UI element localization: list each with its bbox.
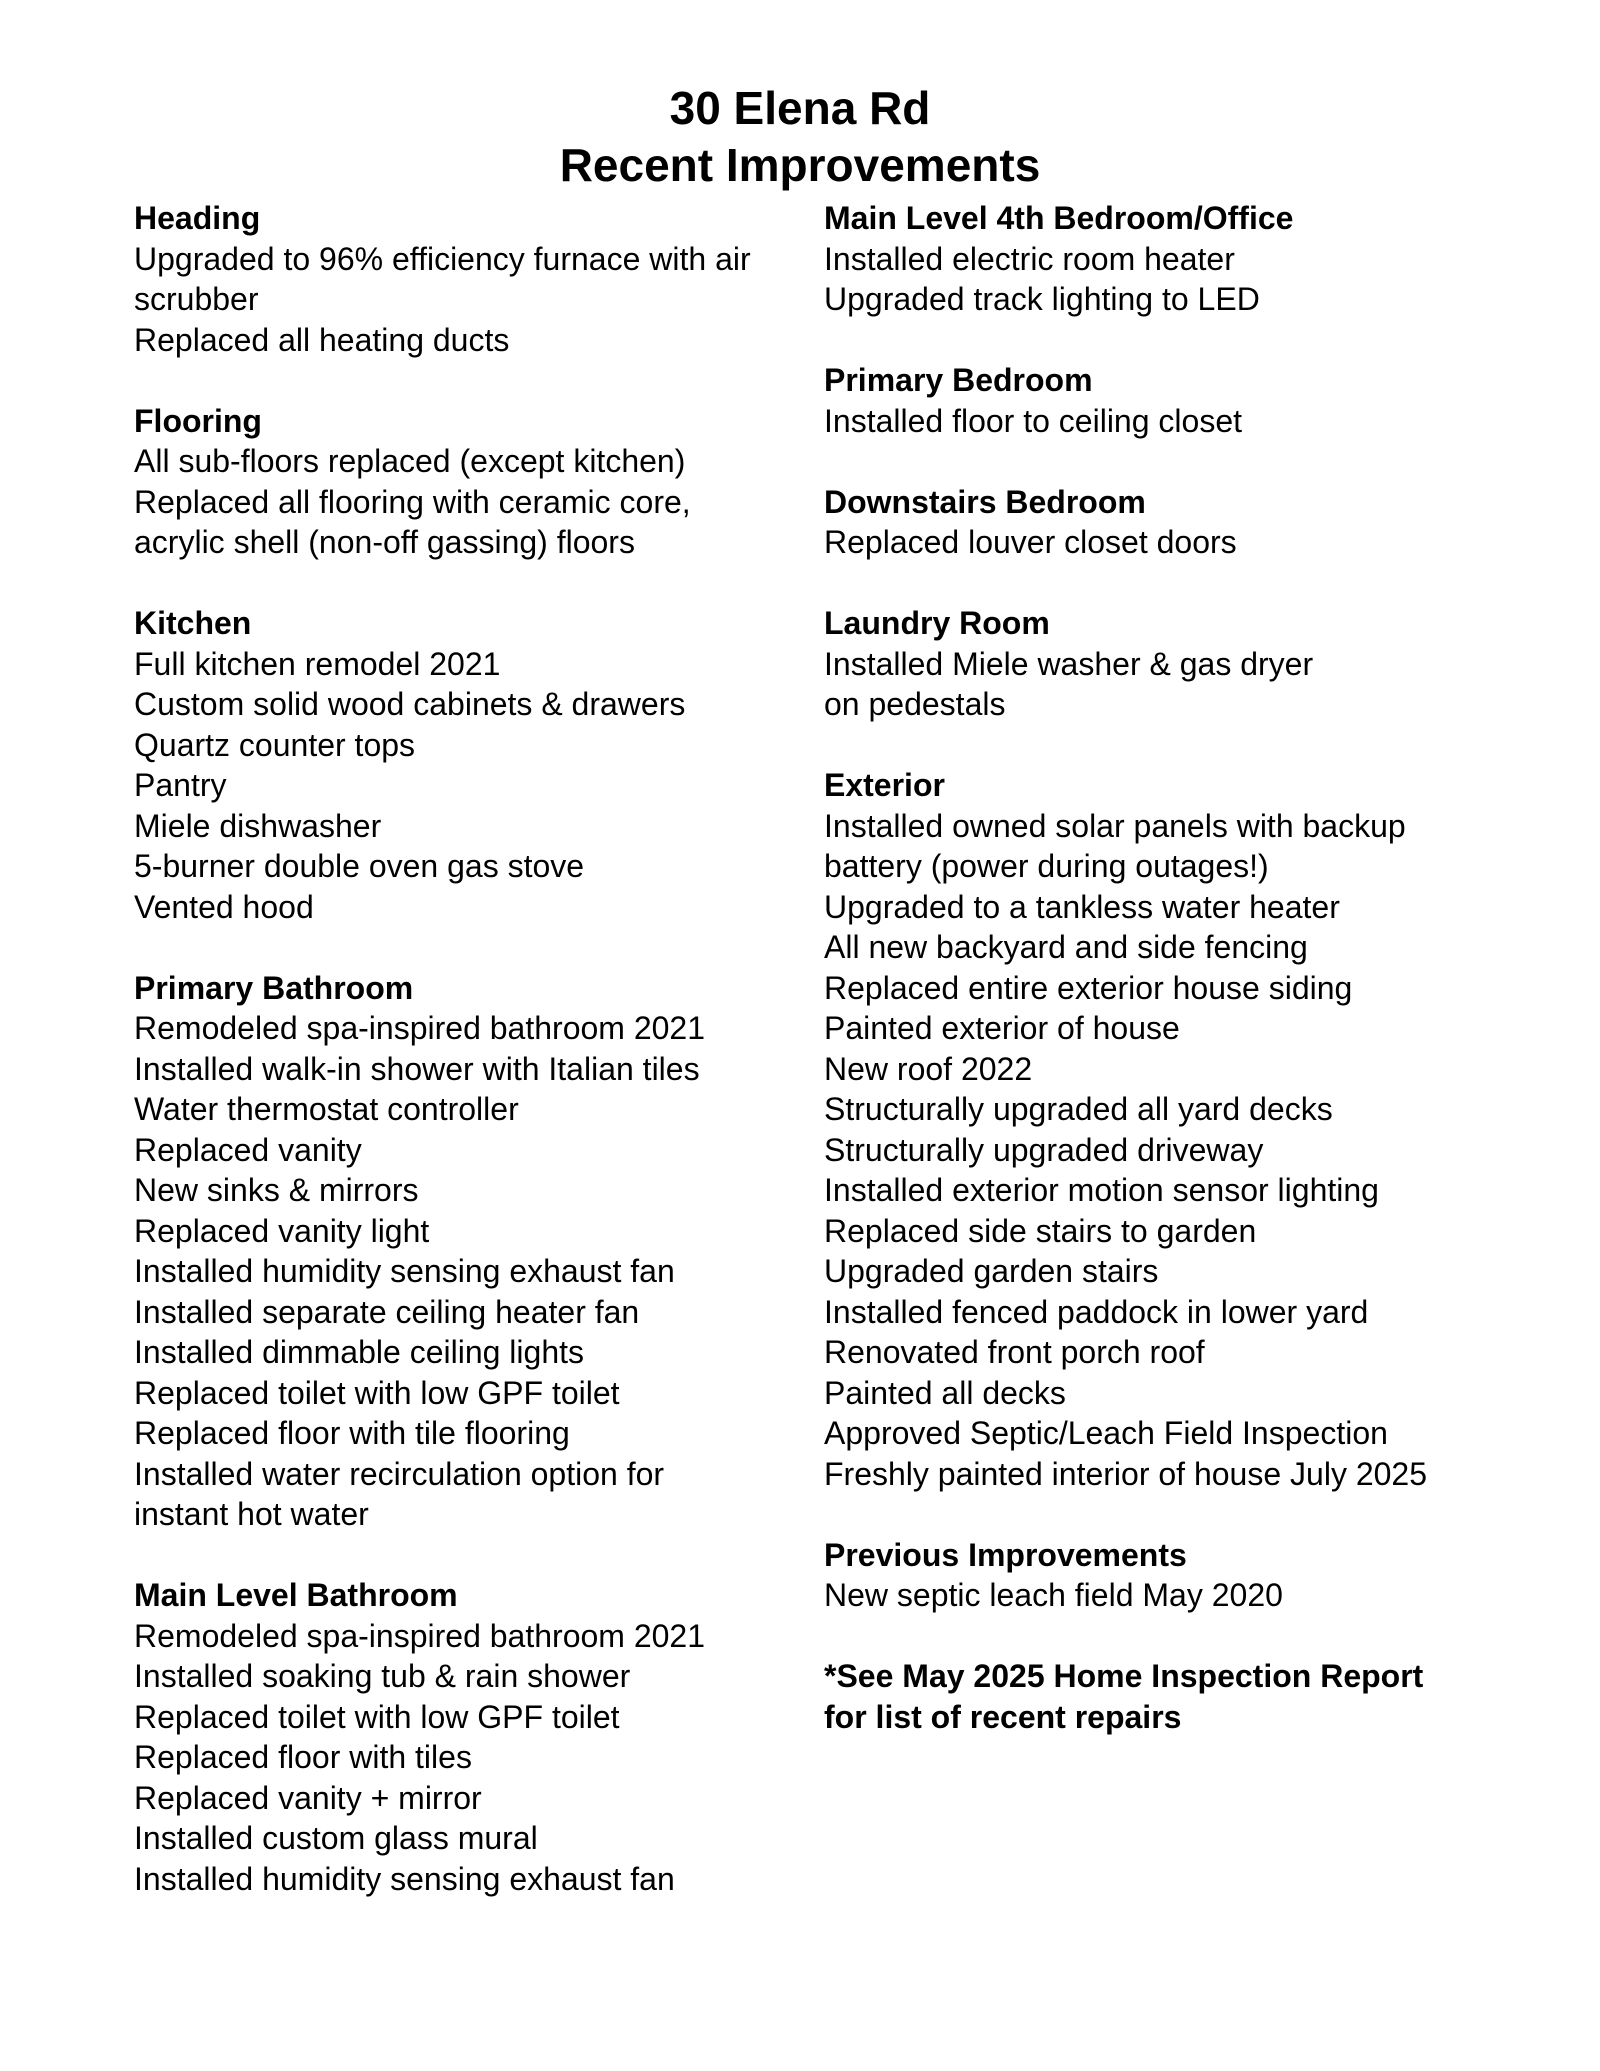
section-heading: Primary Bedroom: [824, 362, 1093, 398]
section-heading: Primary Bathroom: [134, 969, 414, 1006]
improvement-item: Custom solid wood cabinets & drawers: [134, 686, 686, 722]
improvement-item: Upgraded track lighting to LED: [824, 281, 1260, 317]
improvement-item: Full kitchen remodel 2021: [134, 645, 501, 682]
improvement-item: Replaced vanity + mirror: [134, 1779, 482, 1816]
improvement-item: Installed water recirculation option for: [134, 1455, 665, 1492]
improvement-item: Upgraded to a tankless water heater: [824, 888, 1340, 925]
improvement-item: 5-burner double oven gas stove: [134, 848, 585, 884]
improvement-item: Quartz counter tops: [134, 726, 416, 763]
improvement-item: Replaced floor with tile flooring: [134, 1415, 570, 1451]
improvement-item: New sinks & mirrors: [134, 1172, 419, 1208]
improvement-item: Remodeled spa-inspired bathroom 2021: [134, 1617, 706, 1654]
title-subtitle: Recent Improvements: [559, 139, 1041, 191]
improvement-item: Replaced floor with tiles: [134, 1739, 472, 1775]
improvement-item: battery (power during outages!): [824, 848, 1269, 884]
section-heading: Previous Improvements: [824, 1536, 1187, 1573]
improvement-item: Installed walk-in shower with Italian tiles: [134, 1050, 700, 1087]
improvement-item: New septic leach field May 2020: [824, 1577, 1283, 1613]
improvement-item: Installed electric room heater: [824, 240, 1235, 277]
improvement-item: Water thermostat controller: [134, 1091, 519, 1127]
improvement-item: Miele dishwasher: [134, 807, 382, 844]
improvement-item: Installed humidity sensing exhaust fan: [134, 1253, 675, 1289]
improvement-item: Installed floor to ceiling closet: [824, 402, 1242, 439]
improvement-item: Installed humidity sensing exhaust fan: [134, 1860, 675, 1897]
title-address: 30 Elena Rd: [669, 82, 931, 134]
section-heading: Flooring: [134, 402, 262, 439]
improvement-item: Remodeled spa-inspired bathroom 2021: [134, 1010, 706, 1046]
improvement-item: Painted exterior of house: [824, 1010, 1180, 1046]
improvement-item: All new backyard and side fencing: [824, 929, 1308, 965]
improvement-item: Installed fenced paddock in lower yard: [824, 1293, 1369, 1330]
note-line: for list of recent repairs: [824, 1698, 1182, 1735]
improvement-item: Installed exterior motion sensor lighting: [824, 1172, 1379, 1208]
section-downstairs-bedroom: [824, 482, 1494, 563]
improvement-item: Replaced vanity light: [134, 1212, 430, 1249]
improvement-item: Replaced toilet with low GPF toilet: [134, 1374, 620, 1411]
section-kitchen: [134, 603, 794, 927]
improvement-item: Replaced louver closet doors: [824, 524, 1237, 560]
section-heading: Heading: [134, 200, 261, 236]
improvement-item: Installed owned solar panels with backup: [824, 807, 1406, 844]
improvement-item: Installed dimmable ceiling lights: [134, 1334, 584, 1370]
improvement-item: Installed soaking tub & rain shower: [134, 1658, 631, 1694]
improvement-item: scrubber: [134, 281, 259, 317]
section-heading: [134, 198, 794, 360]
improvement-item: Installed Miele washer & gas dryer: [824, 645, 1314, 682]
right-column: [824, 198, 1494, 1737]
note-line: *See May 2025 Home Inspection Report: [824, 1658, 1424, 1694]
section-main-level-4th-bedroom-office: [824, 198, 1494, 320]
improvement-item: Structurally upgraded driveway: [824, 1131, 1264, 1168]
improvement-item: Structurally upgraded all yard decks: [824, 1091, 1333, 1127]
section-exterior: [824, 765, 1494, 1494]
left-column: [134, 198, 794, 1940]
improvement-item: Replaced all flooring with ceramic core,: [134, 483, 691, 520]
section-laundry-room: [824, 603, 1494, 725]
section-flooring: [134, 401, 794, 563]
section-previous-improvements: [824, 1535, 1494, 1616]
improvement-item: Renovated front porch roof: [824, 1334, 1205, 1370]
section-heading: Downstairs Bedroom: [824, 483, 1146, 520]
improvement-item: Replaced entire exterior house siding: [824, 969, 1353, 1006]
improvement-item: Pantry: [134, 767, 227, 803]
improvement-item: Replaced all heating ducts: [134, 321, 510, 358]
improvement-item: Painted all decks: [824, 1374, 1066, 1411]
improvement-item: Replaced toilet with low GPF toilet: [134, 1698, 620, 1735]
improvement-item: Freshly painted interior of house July 2025: [824, 1455, 1428, 1492]
section-heading: Kitchen: [134, 605, 252, 641]
improvement-item: Installed custom glass mural: [134, 1820, 538, 1856]
section-heading: Main Level 4th Bedroom/Office: [824, 200, 1294, 236]
improvement-item: instant hot water: [134, 1496, 369, 1532]
improvement-item: New roof 2022: [824, 1050, 1033, 1087]
section-heading: Laundry Room: [824, 605, 1050, 641]
section-primary-bathroom: [134, 968, 794, 1535]
improvement-item: on pedestals: [824, 686, 1006, 722]
improvement-item: Installed separate ceiling heater fan: [134, 1293, 640, 1330]
section-heading: Exterior: [824, 767, 945, 803]
improvement-item: acrylic shell (non-off gassing) floors: [134, 524, 635, 560]
section-primary-bedroom: [824, 360, 1494, 441]
improvement-item: All sub-floors replaced (except kitchen): [134, 443, 686, 479]
improvement-item: Vented hood: [134, 888, 314, 925]
section-main-level-bathroom: [134, 1575, 794, 1899]
improvement-item: Approved Septic/Leach Field Inspection: [824, 1415, 1388, 1451]
improvement-item: Replaced side stairs to garden: [824, 1212, 1257, 1249]
improvement-item: Replaced vanity: [134, 1131, 362, 1168]
document-title: [0, 80, 1600, 194]
section-heading: Main Level Bathroom: [134, 1577, 458, 1613]
inspection-report-note: [824, 1656, 1494, 1737]
improvement-item: Upgraded to 96% efficiency furnace with air: [134, 240, 751, 277]
improvement-item: Upgraded garden stairs: [824, 1253, 1159, 1289]
